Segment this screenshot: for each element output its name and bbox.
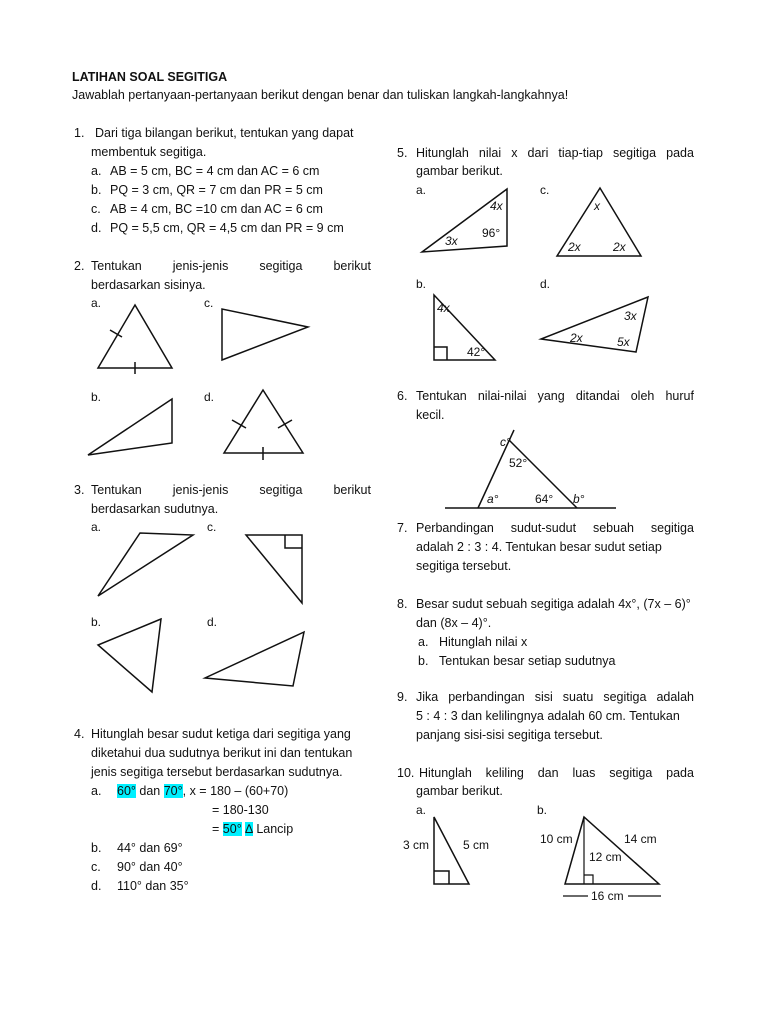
question-text: 5 : 4 : 3 dan kelilingnya adalah 60 cm. Tentukan: [416, 709, 680, 723]
question-text: adalah 2 : 3 : 4. Tentukan besar sudut setiap: [416, 540, 662, 554]
angle-label: 96°: [482, 226, 501, 240]
option-label: a.: [91, 164, 102, 178]
option-label: d.: [91, 879, 102, 893]
question-number: 1.: [74, 126, 85, 140]
question-text: Tentukan nilai-nilai yang ditandai oleh huruf: [416, 389, 694, 403]
option-text: PQ = 5,5 cm, QR = 4,5 cm dan PR = 9 cm: [110, 221, 344, 235]
question-text: panjang sisi-sisi segitiga tersebut.: [416, 728, 603, 742]
page-title: LATIHAN SOAL SEGITIGA: [72, 70, 228, 84]
question-text: Dari tiga bilangan berikut, tentukan yang dapat: [95, 126, 354, 140]
figure-label: c.: [204, 296, 214, 310]
question-text: Hitunglah keliling dan luas segitiga pada: [419, 766, 694, 780]
side-label: 10 cm: [540, 832, 573, 846]
question-number: 5.: [397, 146, 408, 160]
option-label: d.: [91, 221, 102, 235]
question-number: 7.: [397, 521, 408, 535]
option-text: AB = 5 cm, BC = 4 cm dan AC = 6 cm: [110, 164, 320, 178]
side-label: 3 cm: [403, 838, 430, 852]
figure-label: b.: [91, 615, 102, 629]
option-text: AB = 4 cm, BC =10 cm dan AC = 6 cm: [110, 202, 323, 216]
angle-label: 5x: [617, 335, 630, 349]
angle-label: 4x: [437, 301, 450, 315]
question-text: kecil.: [416, 408, 445, 422]
question-number: 4.: [74, 727, 85, 741]
question-text: gambar berikut.: [416, 164, 503, 178]
angle-label: b°: [573, 492, 585, 506]
angle-label: 2x: [570, 331, 583, 345]
instruction-text: Jawablah pertanyaan-pertanyaan berikut dengan benar dan tuliskan langkah-langkahnya!: [72, 88, 569, 102]
angle-label: 52°: [509, 456, 528, 470]
question-text: Jika perbandingan sisi suatu segitiga adalah: [416, 690, 694, 704]
option-label: a.: [91, 784, 102, 798]
side-label: 4x: [490, 199, 503, 213]
figure-label: c.: [207, 520, 217, 534]
figure-label: d.: [207, 615, 218, 629]
option-text: Tentukan besar setiap sudutnya: [439, 654, 616, 668]
option-label: a.: [418, 635, 429, 649]
answer-step: = 180-130: [212, 803, 269, 817]
angle-label: 64°: [535, 492, 554, 506]
question-text: gambar berikut.: [416, 784, 503, 798]
option-label: b.: [91, 183, 102, 197]
question-number: 10.: [397, 766, 415, 780]
angle-label: 42°: [467, 345, 486, 359]
figure-label: b.: [537, 803, 548, 817]
answer-step: = 50° ∆ Lancip: [212, 822, 294, 836]
question-text: Tentukan jenis-jenis segitiga berikut: [91, 483, 371, 497]
angle-label: 2x: [568, 240, 581, 254]
angle-label: a°: [487, 492, 499, 506]
angle-label: 3x: [445, 234, 458, 248]
question-text: dan (8x – 4)°.: [416, 616, 492, 630]
question-number: 6.: [397, 389, 408, 403]
figure-label: a.: [416, 803, 427, 817]
figure-label: d.: [540, 277, 551, 291]
figure-label: b.: [416, 277, 427, 291]
option-label: c.: [91, 202, 101, 216]
option-text: 110° dan 35°: [117, 879, 189, 893]
angle-highlight: 70°: [163, 784, 183, 798]
answer-line: 60° dan 70°, x = 180 – (60+70): [117, 784, 289, 798]
question-text: berdasarkan sisinya.: [91, 278, 206, 292]
figure-label: d.: [204, 390, 215, 404]
option-label: b.: [91, 841, 102, 855]
triangle-symbol: ∆: [245, 822, 253, 836]
question-text: Hitunglah nilai x dari tiap-tiap segitiga pada: [416, 146, 694, 160]
angle-label: x: [594, 199, 600, 213]
result-highlight: 50°: [222, 822, 242, 836]
height-label: 12 cm: [589, 850, 622, 864]
question-text: Hitunglah besar sudut ketiga dari segitiga yang: [91, 727, 351, 741]
side-label: 5 cm: [463, 838, 490, 852]
side-label: 14 cm: [624, 832, 657, 846]
angle-highlight: 60°: [117, 784, 136, 798]
question-number: 3.: [74, 483, 85, 497]
question-number: 8.: [397, 597, 408, 611]
question-text: membentuk segitiga.: [91, 145, 207, 159]
question-number: 2.: [74, 259, 85, 273]
figure-label: a.: [416, 183, 427, 197]
figure-label: c.: [540, 183, 550, 197]
figure-label: b.: [91, 390, 102, 404]
base-label: 16 cm: [591, 889, 624, 903]
option-text: PQ = 3 cm, QR = 7 cm dan PR = 5 cm: [110, 183, 323, 197]
question-text: Tentukan jenis-jenis segitiga berikut: [91, 259, 371, 273]
question-text: jenis segitiga tersebut berdasarkan sudutnya.: [91, 765, 343, 779]
question-text: segitiga tersebut.: [416, 559, 512, 573]
figure-label: a.: [91, 296, 102, 310]
question-text: Perbandingan sudut-sudut sebuah segitiga: [416, 521, 694, 535]
option-label: c.: [91, 860, 101, 874]
question-text: berdasarkan sudutnya.: [91, 502, 219, 516]
angle-label: c°: [500, 435, 511, 449]
option-text: 44° dan 69°: [117, 841, 183, 855]
angle-label: 3x: [624, 309, 637, 323]
option-label: b.: [418, 654, 429, 668]
question-text: diketahui dua sudutnya berikut ini dan tentukan: [91, 746, 353, 760]
question-text: Besar sudut sebuah segitiga adalah 4x°, (7x – 6)°: [416, 597, 691, 611]
angle-label: 2x: [613, 240, 626, 254]
option-text: 90° dan 40°: [117, 860, 183, 874]
question-number: 9.: [397, 690, 408, 704]
figure-label: a.: [91, 520, 102, 534]
option-text: Hitunglah nilai x: [439, 635, 528, 649]
